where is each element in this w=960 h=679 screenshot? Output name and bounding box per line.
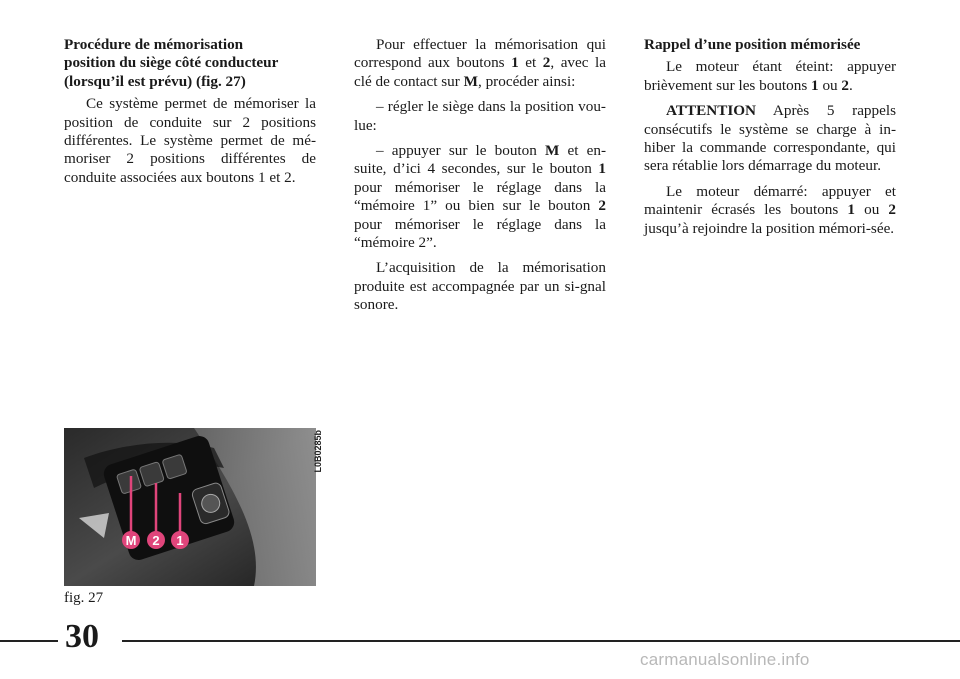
callout-m: [122, 531, 140, 549]
column-3: [644, 36, 896, 245]
callout-2: [147, 531, 165, 549]
svg-text:1: 1: [176, 533, 184, 548]
recall-engine-on: Le moteur démarré: appuyer et maintenir écrasés les boutons 1 ou 2 jusqu’à rejoindre la position mémori-sée.: [644, 182, 896, 237]
watermark[interactable]: carmanualsonline.info: [640, 650, 810, 669]
column-2: [354, 36, 606, 322]
seat-memory-buttons-photo: [64, 428, 316, 586]
callout-1: [171, 531, 189, 549]
step-press-buttons: – appuyer sur le bouton M et en-suite, d’ici 4 secondes, sur le bouton 1 pour mémoriser le réglage dans la “mémoire 1” ou bien sur le bouton 2 pour mémoriser le réglage dans la “mémoire 2”.: [354, 142, 607, 252]
heading-line-2: position du siège côté conducteur: [64, 54, 279, 72]
procedure-intro: Pour effectuer la mémorisation qui correspond aux boutons 1 et 2, avec la clé de contact sur M, procéder ainsi:: [354, 36, 607, 90]
recall-engine-off: Le moteur étant éteint: appuyer brièvement sur les boutons 1 ou 2.: [644, 58, 896, 94]
attention-paragraph: ATTENTION Après 5 rappels consécutifs le système se charge à in-hiber la commande correspondante, qui sera rétablie lors démarrage du moteur.: [644, 102, 896, 175]
svg-text:M: M: [125, 533, 137, 548]
page-number: 30: [65, 618, 99, 655]
recall-heading: Rappel d’une position mémorisée: [644, 36, 861, 53]
acoustic-signal-note: L’acquisition de la mémorisation produite est accompagnée par un si-gnal sonore.: [354, 259, 606, 314]
figure-code: L0B0285b: [313, 430, 323, 473]
heading-line-1: Procédure de mémorisation: [64, 36, 244, 53]
intro-paragraph: Ce système permet de mémoriser la position de conduite sur 2 positions différentes. Le système permet de mé-moriser 2 positions différentes de conduite associées aux boutons 1 et 2.: [64, 95, 316, 186]
figure-caption: fig. 27: [64, 590, 104, 606]
heading-line-3: (lorsqu’il est prévu) (fig. 27): [64, 72, 246, 90]
step-adjust-seat: – régler le siège dans la position vou-lue:: [354, 98, 606, 134]
footer-rule-left: [0, 640, 58, 642]
attention-label: ATTENTION: [666, 102, 757, 120]
column-1: [64, 36, 316, 194]
section-heading: [64, 36, 316, 91]
footer-rule-right: [122, 640, 960, 642]
svg-text:2: 2: [152, 533, 160, 548]
